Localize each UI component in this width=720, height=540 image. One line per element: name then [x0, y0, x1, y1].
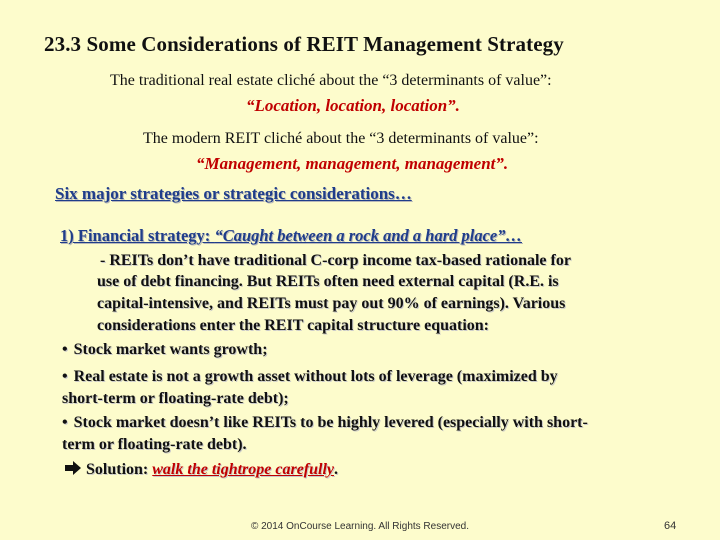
bullet-continuation: short-term or floating-rate debt);	[62, 390, 289, 407]
page-title: 23.3 Some Considerations of REIT Management Strategy	[44, 32, 564, 56]
bullet-text: Stock market doesn’t like REITs to be highly levered (especially with short-	[73, 414, 588, 431]
modern-quote: “Management, management, management”.	[196, 154, 509, 173]
bullet-icon: •	[62, 341, 68, 358]
traditional-quote: “Location, location, location”.	[246, 96, 460, 115]
bullet-text: Real estate is not a growth asset without lots of leverage (maximized by	[73, 368, 558, 385]
page-number: 64	[664, 520, 677, 532]
financial-strategy-heading	[60, 226, 522, 246]
subheading-prefix: 1) Financial strategy:	[60, 226, 215, 245]
modern-intro: The modern REIT cliché about the “3 determinants of value”:	[143, 130, 539, 147]
bullet-text: Stock market wants growth;	[73, 341, 268, 358]
subheading-quote: “Caught between a rock and a hard place”…	[214, 226, 522, 245]
copyright-footer: © 2014 OnCourse Learning. All Rights Reserved.	[250, 521, 470, 532]
bullet-item	[62, 414, 588, 432]
paragraph-line: capital-intensive, and REITs must pay out 90% of earnings). Various	[97, 295, 566, 312]
section-heading: Six major strategies or strategic considerations…	[55, 184, 412, 203]
solution-end: .	[334, 461, 339, 478]
bullet-continuation: term or floating-rate debt).	[62, 436, 247, 453]
paragraph-line: use of debt financing. But REITs often need external capital (R.E. is	[97, 273, 559, 290]
solution-line	[64, 461, 338, 480]
solution-label: Solution:	[86, 461, 153, 478]
bullet-item	[62, 341, 268, 359]
paragraph-line: considerations enter the REIT capital structure equation:	[97, 317, 489, 334]
traditional-intro: The traditional real estate cliché about the “3 determinants of value”:	[110, 72, 552, 89]
bullet-item	[62, 368, 558, 386]
bullet-icon: •	[62, 368, 68, 385]
solution-link[interactable]: walk the tightrope carefully	[152, 461, 335, 478]
paragraph-line: - REITs don’t have traditional C-corp income tax-based rationale for	[100, 252, 571, 269]
right-arrow-icon	[64, 461, 82, 480]
bullet-icon: •	[62, 414, 68, 431]
